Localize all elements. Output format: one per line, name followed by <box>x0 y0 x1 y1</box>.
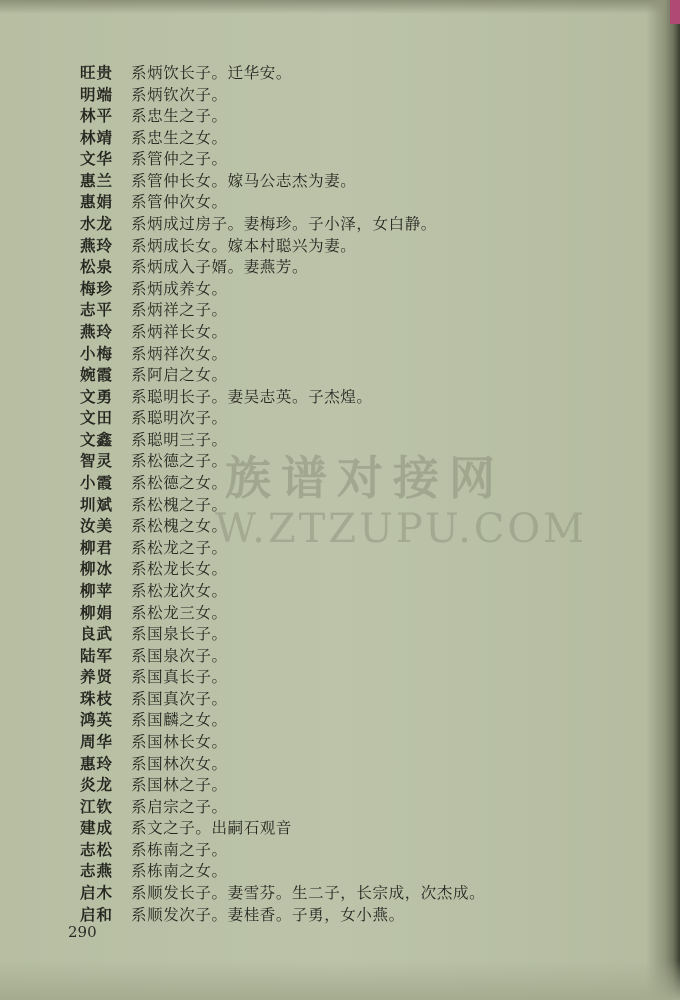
entry-description: 系炳成入子婿。妻燕芳。 <box>131 258 309 277</box>
entry-description: 系国真长子。 <box>131 668 228 687</box>
entry-description: 系管仲长女。嫁马公志杰为妻。 <box>131 171 357 190</box>
entry-name: 林靖 <box>80 127 114 147</box>
entry-description: 系松德之女。 <box>131 474 228 493</box>
entry-name: 建成 <box>80 818 114 838</box>
entry-description: 系栋南之子。 <box>131 840 228 859</box>
entry-description: 系聪明长子。妻吴志英。子杰煌。 <box>131 387 373 406</box>
entry-name: 文勇 <box>80 386 114 406</box>
entry-name: 水龙 <box>80 214 114 234</box>
entry-description: 系栋南之女。 <box>131 862 228 881</box>
entry-name: 文鑫 <box>80 429 114 449</box>
entry-description: 系炳祥长女。 <box>131 322 228 341</box>
entry-name: 启木 <box>80 883 114 903</box>
entry-name: 鸿英 <box>80 710 114 730</box>
entry-name: 柳娟 <box>80 602 114 622</box>
entry-name: 小霞 <box>80 473 114 493</box>
entry-name: 启和 <box>80 904 114 924</box>
entry-name: 旺贵 <box>80 63 114 82</box>
entry-description: 系管仲次女。 <box>131 193 228 212</box>
entry-name: 小梅 <box>80 343 114 363</box>
entry-description: 系顺发次子。妻桂香。子勇，女小燕。 <box>131 905 405 924</box>
entry-description: 系松槐之女。 <box>131 517 228 536</box>
entry-name: 明端 <box>80 84 114 104</box>
entry-description: 系聪明三子。 <box>131 430 228 449</box>
entry-description: 系炳祥次女。 <box>131 344 228 363</box>
entry-description: 系国真次子。 <box>131 689 228 708</box>
entry-description: 系松龙长女。 <box>131 560 228 579</box>
entry-name: 炎龙 <box>80 775 114 795</box>
entry-name: 良武 <box>80 624 114 644</box>
entry-name: 文田 <box>80 408 114 428</box>
entry-description: 系国林次女。 <box>131 754 228 773</box>
entry-description: 系松龙三女。 <box>131 603 228 622</box>
entry-description: 系松龙之子。 <box>131 538 228 557</box>
entry-description: 系炳饮长子。迁华安。 <box>131 64 293 82</box>
entry-description: 系阿启之女。 <box>131 366 228 385</box>
entry-description: 系国麟之女。 <box>131 711 228 730</box>
page-number: 290 <box>68 923 97 941</box>
entry-description: 系顺发长子。妻雪芬。生二子，长宗成，次杰成。 <box>131 884 486 903</box>
watermark-url: W.ZTZUPU.COM <box>215 506 588 552</box>
entry-description: 系启宗之子。 <box>131 797 228 816</box>
entry-name: 惠娟 <box>80 192 114 212</box>
entry-description: 系聪明次子。 <box>131 409 228 428</box>
entry-name: 松泉 <box>80 257 114 277</box>
entry-name: 珠枝 <box>80 688 114 708</box>
entry-name: 柳君 <box>80 537 114 557</box>
entry-name: 智灵 <box>80 451 114 471</box>
entry-description: 系管仲之子。 <box>131 150 228 169</box>
entry-description: 系国林长女。 <box>131 732 228 751</box>
entry-description: 系国泉长子。 <box>131 625 228 644</box>
top-shadow <box>0 0 680 14</box>
cover-corner <box>670 0 680 24</box>
entry-description: 系忠生之子。 <box>131 107 228 126</box>
entry-name: 柳冰 <box>80 559 114 579</box>
entry-description: 系国林之子。 <box>131 776 228 795</box>
entry-description: 系炳成养女。 <box>131 279 228 298</box>
entry-name: 惠玲 <box>80 753 114 773</box>
entry-description: 系忠生之女。 <box>131 128 228 147</box>
entry-description: 系炳钦次子。 <box>131 85 228 104</box>
entry-name: 汝美 <box>80 516 114 536</box>
entry-name: 婉霞 <box>80 365 114 385</box>
entry-name: 林平 <box>80 106 114 126</box>
entry-name: 志平 <box>80 300 114 320</box>
entry-name: 梅珍 <box>80 278 114 298</box>
entry-name: 江钦 <box>80 796 114 816</box>
entry-description: 系炳成过房子。妻梅珍。子小泽，女白静。 <box>131 215 437 234</box>
entry-name: 周华 <box>80 731 114 751</box>
watermark-chinese: 族谱对接网 <box>225 451 505 505</box>
entry-name: 燕玲 <box>80 235 114 255</box>
entry-description: 系松龙次女。 <box>131 581 228 600</box>
entry-name: 志燕 <box>80 861 114 881</box>
bottom-shadow <box>0 960 680 1000</box>
entry-description: 系炳祥之子。 <box>131 301 228 320</box>
entry-description: 系炳成长女。嫁本村聪兴为妻。 <box>131 236 357 255</box>
entry-description: 系松德之子。 <box>131 452 228 471</box>
entry-name: 柳苹 <box>80 580 114 600</box>
entry-name: 燕玲 <box>80 321 114 341</box>
entry-name: 志松 <box>80 839 114 859</box>
entry-name: 文华 <box>80 149 114 169</box>
entry-description: 系松槐之子。 <box>131 495 228 514</box>
entry-description: 系文之子。出嗣石观音 <box>131 819 293 838</box>
entry-name: 养贤 <box>80 667 114 687</box>
entry-name: 陆军 <box>80 645 114 665</box>
entry-name: 惠兰 <box>80 170 114 190</box>
book-spine-shadow <box>646 0 680 1000</box>
entry-name: 圳斌 <box>80 494 114 514</box>
entry-description: 系国泉次子。 <box>131 646 228 665</box>
